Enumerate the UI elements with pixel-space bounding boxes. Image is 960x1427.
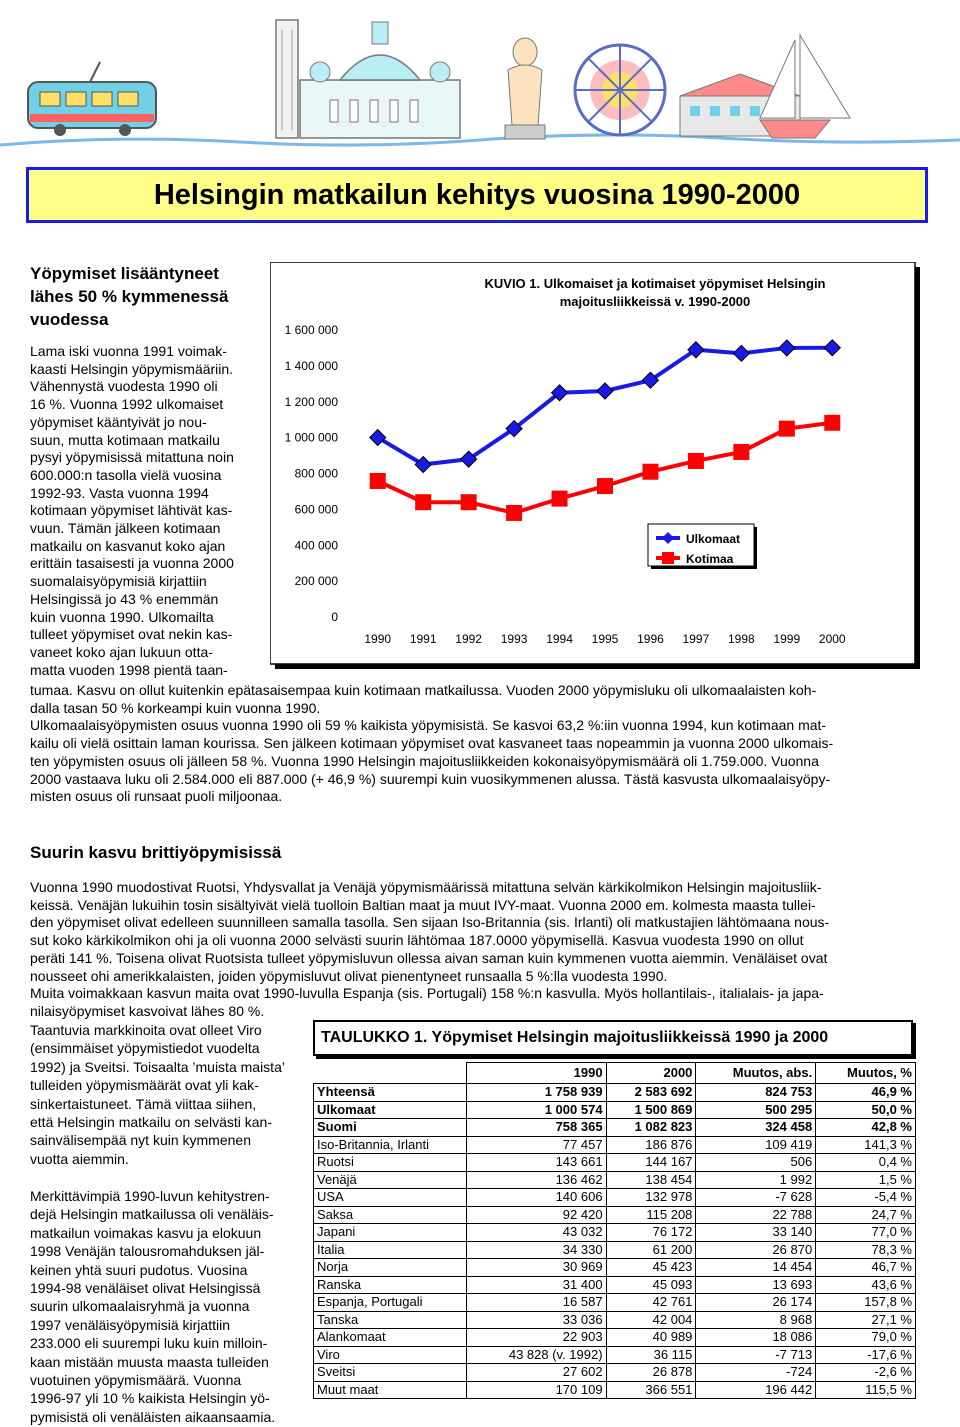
table-header-cell: 1990: [467, 1063, 607, 1084]
table-cell: 26 870: [696, 1241, 816, 1259]
table-cell: 76 172: [606, 1224, 696, 1242]
table-cell: 42,8 %: [816, 1119, 916, 1137]
table-cell: -2,6 %: [816, 1364, 916, 1382]
text-line: matta vuoden 1998 pientä taan-: [30, 661, 228, 678]
table-row: [314, 1154, 916, 1172]
text-line: 1996-97 yli 10 % kaikista Helsingin yö-: [30, 1390, 270, 1407]
table-cell: 1 992: [696, 1171, 816, 1189]
y-tick-label: 600 000: [294, 502, 338, 517]
table-row-label: Ulkomaat: [314, 1101, 467, 1119]
x-tick-label: 1996: [637, 632, 664, 646]
section2-left-paragraph-2: [30, 1187, 308, 1426]
table-cell: 33 036: [467, 1311, 607, 1329]
x-tick-label: 1991: [409, 632, 437, 646]
table-cell: 1 000 574: [467, 1101, 607, 1119]
text-line: dejä Helsingin matkailussa oli venäläis-: [30, 1206, 274, 1223]
table-cell: 758 365: [467, 1119, 607, 1137]
y-tick-label: 1 400 000: [284, 358, 338, 373]
table-cell: 16 587: [467, 1294, 607, 1312]
table-cell: 36 115: [606, 1346, 696, 1364]
text-line: Lama iski vuonna 1991 voimak-: [30, 343, 227, 359]
chart-canvas: [270, 262, 924, 672]
table-row: [314, 1346, 916, 1364]
text-line: den yöpymiset olivat edelleen suunnilleen samalla tasolla. Sen sijaan Iso-Britannia (sis. Irlanti) oli matkustajien lähtömaana nous-: [30, 914, 830, 931]
table-cell: 78,3 %: [816, 1241, 916, 1259]
table-cell: 31 400: [467, 1276, 607, 1294]
page-title: Helsingin matkailun kehitys vuosina 1990-2000: [153, 178, 801, 211]
table-cell: 196 442: [696, 1381, 816, 1399]
table-row-label: USA: [314, 1189, 467, 1207]
table-cell: 34 330: [467, 1241, 607, 1259]
x-tick-label: 2000: [818, 632, 846, 646]
table-cell: 77,0 %: [816, 1224, 916, 1242]
text-line: suun, mutta kotimaan matkailu: [30, 431, 220, 448]
text-line: pysyi yöpymisissä mitattuna noin: [30, 449, 234, 466]
text-line: 1992) ja Sveitsi. Toisaalta ’muista maista’: [30, 1058, 285, 1075]
legend-marker: [662, 552, 674, 564]
table-cell: 33 140: [696, 1224, 816, 1242]
table-row-label: Sveitsi: [314, 1364, 467, 1382]
text-line: dalla tasan 50 % korkeampi kuin vuonna 1990.: [30, 699, 321, 716]
table-cell: 43 828 (v. 1992): [467, 1346, 607, 1364]
table-row-label: Saksa: [314, 1206, 467, 1224]
text-line: kotimaan yöpymiset lähtivät kas-: [30, 502, 233, 519]
y-tick-label: 1 600 000: [284, 323, 338, 337]
table-cell: 132 978: [606, 1189, 696, 1207]
y-tick-label: 1 000 000: [284, 430, 338, 445]
table-cell: 115 208: [606, 1206, 696, 1224]
table-row: [314, 1329, 916, 1347]
table-row: [314, 1276, 916, 1294]
table-cell: -7 628: [696, 1189, 816, 1207]
table-cell: 140 606: [467, 1189, 607, 1207]
table-cell: 8 968: [696, 1311, 816, 1329]
data-point: [733, 444, 749, 460]
text-line: 1994-98 venäläiset olivat Helsingissä: [30, 1280, 261, 1297]
text-line: 1998 Venäjän talousromahduksen jäl-: [30, 1243, 265, 1260]
y-tick-label: 800 000: [294, 466, 338, 481]
table-title: TAULUKKO 1. Yöpymiset Helsingin majoitusliikkeissä 1990 ja 2000: [313, 1020, 913, 1056]
text-line: yöpymiset kääntyivät jo nou-: [30, 413, 207, 430]
text-line: Vähennystä vuodesta 1990 oli: [30, 378, 218, 395]
text-line: kaan mistään muusta maasta tulleiden: [30, 1353, 269, 1370]
tram-icon: [28, 62, 156, 136]
table-cell: 77 457: [467, 1136, 607, 1154]
chart-legend: [648, 524, 757, 569]
text-line: ten yöpymisten osuus oli jälleen 58 %. Vuonna 1990 Helsingin majoitusliikkeiden kokonaisyöpymismäärä oli 1.759.000. Vuonna: [30, 752, 819, 769]
table-cell: -5,4 %: [816, 1189, 916, 1207]
table-cell: 50,0 %: [816, 1101, 916, 1119]
text-line: Ulkomaalaisyöpymisten osuus vuonna 1990 oli 59 % kaikista yöpymisistä. Se kasvoi 63,2 %:iin vuonna 1994, kun kotimaan mat-: [30, 717, 827, 734]
x-tick-label: 1990: [364, 632, 392, 646]
data-point: [461, 494, 477, 510]
y-tick-label: 1 200 000: [284, 394, 338, 409]
statue-icon: [505, 38, 545, 139]
text-line: kuin vuonna 1990. Ulkomailta: [30, 608, 214, 625]
data-point: [688, 453, 704, 469]
table-cell: 92 420: [467, 1206, 607, 1224]
table-cell: 144 167: [606, 1154, 696, 1172]
table-row-label: Alankomaat: [314, 1329, 467, 1347]
text-line: 2000 vastaava luku oli 2.584.000 eli 887.000 (+ 46,9 %) suurempi kuin vuosikymmenen alussa. Tästä kasvusta ulkomaalaisyöpy-: [30, 770, 831, 787]
table-cell: 14 454: [696, 1259, 816, 1277]
text-line: vuotuinen yöpymismäärä. Vuonna: [30, 1372, 242, 1389]
table-cell: 366 551: [606, 1381, 696, 1399]
text-line: vuotta aiemmin.: [30, 1150, 129, 1167]
text-line: (ensimmäiset yöpymistiedot vuodelta: [30, 1040, 260, 1057]
table-cell: 43 032: [467, 1224, 607, 1242]
x-tick-label: 1999: [773, 632, 801, 646]
table-cell: 1 500 869: [606, 1101, 696, 1119]
text-line: tulleiden yöpymismäärät ovat yli kak-: [30, 1077, 259, 1094]
table-cell: 45 093: [606, 1276, 696, 1294]
x-tick-label: 1997: [682, 632, 710, 646]
table-row-label: Italia: [314, 1241, 467, 1259]
table-row-label: Venäjä: [314, 1171, 467, 1189]
table-cell: 24,7 %: [816, 1206, 916, 1224]
x-tick-label: 1998: [728, 632, 755, 646]
table-row-label: Yhteensä: [314, 1084, 467, 1102]
table-cell: 22 903: [467, 1329, 607, 1347]
section1-left-text: [30, 343, 268, 679]
helsinki-landmarks-illustration: [0, 0, 960, 170]
data-point: [370, 473, 386, 489]
text-line: sainvälisempää nyt kuin kymmenen: [30, 1132, 251, 1149]
text-line: erittäin tasaisesti ja vuonna 2000: [30, 555, 234, 572]
text-line: tulleet yöpymiset ovat nekin kas-: [30, 626, 233, 643]
legend-label: Kotimaa: [686, 552, 734, 566]
chart-title-line-2: majoitusliikkeissä v. 1990-2000: [559, 294, 751, 309]
table-row-label: Norja: [314, 1259, 467, 1277]
table-row-label: Ruotsi: [314, 1154, 467, 1172]
text-line: kailu oli vielä osittain laman kourissa. Sen jälkeen kotimaan yöpymiset ovat kasvaneet taas nopeammin ja vuonna 2000 ulkomais-: [30, 735, 834, 752]
table-row-label: Espanja, Portugali: [314, 1294, 467, 1312]
table-row-label: Japani: [314, 1224, 467, 1242]
table-cell: -724: [696, 1364, 816, 1382]
x-tick-label: 1995: [591, 632, 619, 646]
section2-full-text: [30, 879, 930, 1021]
table-cell: 170 109: [467, 1381, 607, 1399]
table-cell: 42 761: [606, 1294, 696, 1312]
table-cell: 0,4 %: [816, 1154, 916, 1172]
line-chart: [270, 262, 924, 672]
table-row-label: Viro: [314, 1346, 467, 1364]
table-row: [314, 1364, 916, 1382]
text-line: keinen yhtä suuri pudotus. Vuosina: [30, 1261, 248, 1278]
table-cell: 46,7 %: [816, 1259, 916, 1277]
text-line: matkailu on kasvanut koko ajan: [30, 537, 226, 554]
x-tick-label: 1994: [546, 632, 573, 646]
table-cell: 109 419: [696, 1136, 816, 1154]
table-cell: 22 788: [696, 1206, 816, 1224]
table-cell: 324 458: [696, 1119, 816, 1137]
ferris-wheel-icon: [575, 45, 665, 135]
text-line: sut koko kärkikolmikon ohi ja oli vuonna 2000 selvästi suurin lähtömaa 187.0000 yöpymisellä. Kasvua vuodesta 1990 on ollut: [30, 932, 804, 949]
chart-frame: [270, 262, 915, 664]
text-line: vaneet koko ajan lukuun otta-: [30, 643, 213, 660]
table-cell: 186 876: [606, 1136, 696, 1154]
table-cell: 143 661: [467, 1154, 607, 1172]
y-tick-label: 400 000: [294, 538, 338, 553]
chart-title-line-1: KUVIO 1. Ulkomaiset ja kotimaiset yöpymiset Helsingin: [484, 276, 826, 291]
text-line: 233.000 eli suurempi luku kuin milloin-: [30, 1335, 268, 1352]
y-tick-label: 200 000: [294, 574, 338, 589]
text-line: 600.000:n tasolla vielä vuosina: [30, 466, 222, 483]
table-row: [314, 1206, 916, 1224]
text-line: peräti 141 %. Toisena olivat Ruotsista tulleet yöpymisluvun ollessa aivan saman kuin kymmenen vuotta aiemmin. Venäläiset ovat: [30, 949, 828, 966]
table-header-cell: [314, 1063, 467, 1084]
table-row-label: Suomi: [314, 1119, 467, 1137]
table-cell: 1,5 %: [816, 1171, 916, 1189]
table-cell: 1 082 823: [606, 1119, 696, 1137]
table-row-label: Iso-Britannia, Irlanti: [314, 1136, 467, 1154]
table-cell: 1 758 939: [467, 1084, 607, 1102]
table-header-cell: 2000: [606, 1063, 696, 1084]
table-cell: 824 753: [696, 1084, 816, 1102]
table-cell: -17,6 %: [816, 1346, 916, 1364]
data-point: [642, 464, 658, 480]
table-cell: 136 462: [467, 1171, 607, 1189]
text-line: vuun. Tämän jälkeen kotimaan: [30, 520, 221, 537]
data-point: [552, 491, 568, 507]
text-line: misten osuus oli runsaat puoli miljoonaa.: [30, 788, 283, 805]
table-cell: 45 423: [606, 1259, 696, 1277]
table-cell: 13 693: [696, 1276, 816, 1294]
table-row: [314, 1241, 916, 1259]
data-point: [415, 494, 431, 510]
data-point: [824, 415, 840, 431]
table-row-label: Tanska: [314, 1311, 467, 1329]
data-point: [506, 505, 522, 521]
legend-label: Ulkomaat: [686, 532, 741, 546]
text-line: matkailun voimakas kasvu ja elokuun: [30, 1224, 262, 1241]
text-line: 16 %. Vuonna 1992 ulkomaiset: [30, 396, 224, 413]
table-row: [314, 1224, 916, 1242]
overnight-stays-table: [313, 1062, 916, 1399]
section1-heading: Yöpymiset lisääntyneet lähes 50 % kymmenessä vuodessa: [30, 264, 229, 329]
text-line: kaasti Helsingin yöpymismääriin.: [30, 360, 234, 377]
table-cell: 40 989: [606, 1329, 696, 1347]
text-line: nilaisyöpymiset kasvoivat lähes 80 %.: [30, 1002, 265, 1019]
table-row: [314, 1259, 916, 1277]
text-line: Vuonna 1990 muodostivat Ruotsi, Yhdysvallat ja Venäjä yöpymismäärissä mitattuna selvän kärkikolmikon Helsingin majoitusliik-: [30, 879, 822, 895]
table-cell: 43,6 %: [816, 1276, 916, 1294]
y-tick-label: 0: [331, 610, 338, 624]
tower-icon: [276, 20, 298, 138]
table-cell: 27 602: [467, 1364, 607, 1382]
table-cell: 500 295: [696, 1101, 816, 1119]
cathedral-icon: [300, 22, 460, 138]
table-cell: 26 174: [696, 1294, 816, 1312]
title-banner: [26, 167, 928, 223]
table-row: [314, 1119, 916, 1137]
table-cell: 42 004: [606, 1311, 696, 1329]
x-tick-label: 1993: [500, 632, 528, 646]
table-row: [314, 1171, 916, 1189]
table-header-row: [314, 1063, 916, 1084]
table-header-cell: Muutos, %: [816, 1063, 916, 1084]
table-cell: 115,5 %: [816, 1381, 916, 1399]
table-row: [314, 1101, 916, 1119]
table-cell: 27,1 %: [816, 1311, 916, 1329]
data-point: [597, 478, 613, 494]
text-line: pymisistä oli venäläisten aikaansaamia.: [30, 1408, 276, 1425]
table-row-label: Ranska: [314, 1276, 467, 1294]
table-row: [314, 1294, 916, 1312]
text-line: sinkertaistuneet. Tämä viittaa siihen,: [30, 1095, 257, 1112]
table-cell: 141,3 %: [816, 1136, 916, 1154]
table-row: [314, 1189, 916, 1207]
section1-full-text: [30, 682, 930, 806]
table-cell: 61 200: [606, 1241, 696, 1259]
table-row: [314, 1311, 916, 1329]
table-cell: 157,8 %: [816, 1294, 916, 1312]
table-cell: 30 969: [467, 1259, 607, 1277]
data-point: [779, 421, 795, 437]
text-line: 1997 venäläisyöpymisiä kirjattiin: [30, 1316, 230, 1333]
x-tick-label: 1992: [455, 632, 482, 646]
text-line: Helsingissä jo 43 % enemmän: [30, 590, 219, 607]
table-row-label: Muut maat: [314, 1381, 467, 1399]
text-line: Merkittävimpiä 1990-luvun kehitystren-: [30, 1188, 270, 1204]
table-cell: 18 086: [696, 1329, 816, 1347]
text-line: suomalaisyöpymisiä kirjattiin: [30, 573, 207, 590]
table-cell: 2 583 692: [606, 1084, 696, 1102]
section2-heading: Suurin kasvu brittiyöpymisissä: [30, 843, 282, 862]
section2-left-paragraph-1: [30, 1021, 308, 1168]
text-line: tumaa. Kasvu on ollut kuitenkin epätasaisempaa kuin kotimaan matkailussa. Vuoden 2000 yöpymisluku oli ulkomaalaisten koh-: [30, 682, 817, 698]
table-cell: 26 878: [606, 1364, 696, 1382]
text-line: nousseet ohi amerikkalaisten, joiden yöpymisluvut olivat pienentyneet runsaalla 5 %:lla vuodesta 1990.: [30, 967, 668, 984]
text-line: Taantuvia markkinoita ovat olleet Viro: [30, 1022, 262, 1038]
table-cell: 79,0 %: [816, 1329, 916, 1347]
text-line: että Helsingin matkailu on selvästi kan-: [30, 1114, 273, 1131]
table-row: [314, 1381, 916, 1399]
text-line: suurin ulkomaalaisryhmä ja vuonna: [30, 1298, 250, 1315]
table-row: [314, 1136, 916, 1154]
text-line: 1992-93. Vasta vuonna 1994: [30, 484, 209, 501]
text-line: keissä. Venäjän lukuihin tosin sisältyivät vielä tuolloin Baltian maat ja muut IVY-maat. Vuonna 2000 em. kolmesta maasta tullei-: [30, 896, 816, 913]
table-cell: 138 454: [606, 1171, 696, 1189]
table-cell: 506: [696, 1154, 816, 1172]
text-line: Muita voimakkaan kasvun maita ovat 1990-luvulla Espanja (sis. Portugali) 158 %:n kasvulla. Myös hollantilais-, italialais- ja japa-: [30, 985, 824, 1002]
table-cell: -7 713: [696, 1346, 816, 1364]
table-row: [314, 1084, 916, 1102]
table-cell: 46,9 %: [816, 1084, 916, 1102]
table-header-cell: Muutos, abs.: [696, 1063, 816, 1084]
